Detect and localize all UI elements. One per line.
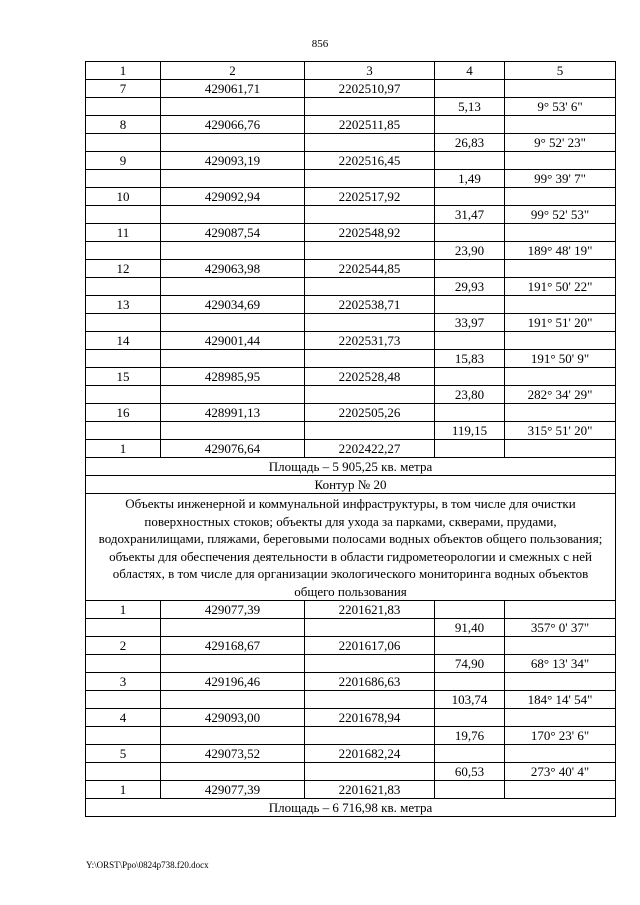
point-row: [86, 404, 616, 422]
point-number-cell: 1: [86, 440, 161, 458]
segment-row: [86, 619, 616, 637]
y-coordinate-cell: 2202531,73: [305, 332, 435, 350]
summary-row: [86, 476, 616, 494]
summary-text: Контур № 20: [86, 476, 616, 494]
bearing-cell: 68° 13' 34": [505, 655, 616, 673]
bearing-cell: [505, 188, 616, 206]
point-row: [86, 745, 616, 763]
file-path-footer: Y:\ORST\Ppo\0824p738.f20.docx: [86, 860, 209, 870]
y-coordinate-cell: [305, 206, 435, 224]
y-coordinate-cell: 2201621,83: [305, 601, 435, 619]
bearing-cell: [505, 781, 616, 799]
x-coordinate-cell: 429077,39: [161, 781, 305, 799]
distance-cell: [435, 260, 505, 278]
point-number-cell: [86, 727, 161, 745]
distance-cell: 19,76: [435, 727, 505, 745]
y-coordinate-cell: [305, 655, 435, 673]
y-coordinate-cell: 2202538,71: [305, 296, 435, 314]
distance-cell: [435, 116, 505, 134]
point-row: [86, 637, 616, 655]
bearing-cell: [505, 673, 616, 691]
y-coordinate-cell: 2202510,97: [305, 80, 435, 98]
x-coordinate-cell: 429093,00: [161, 709, 305, 727]
header-cell: 2: [161, 62, 305, 80]
y-coordinate-cell: 2201678,94: [305, 709, 435, 727]
distance-cell: [435, 745, 505, 763]
x-coordinate-cell: 428991,13: [161, 404, 305, 422]
y-coordinate-cell: 2202544,85: [305, 260, 435, 278]
segment-row: [86, 386, 616, 404]
bearing-cell: [505, 116, 616, 134]
x-coordinate-cell: [161, 170, 305, 188]
bearing-cell: 191° 50' 22": [505, 278, 616, 296]
segment-row: [86, 763, 616, 781]
y-coordinate-cell: 2202505,26: [305, 404, 435, 422]
bearing-cell: 315° 51' 20": [505, 422, 616, 440]
distance-cell: 74,90: [435, 655, 505, 673]
point-number-cell: [86, 422, 161, 440]
x-coordinate-cell: 429063,98: [161, 260, 305, 278]
bearing-cell: [505, 368, 616, 386]
point-number-cell: [86, 619, 161, 637]
x-coordinate-cell: [161, 386, 305, 404]
point-number-cell: 1: [86, 781, 161, 799]
bearing-cell: 191° 50' 9": [505, 350, 616, 368]
point-number-cell: 12: [86, 260, 161, 278]
point-row: [86, 116, 616, 134]
distance-cell: 15,83: [435, 350, 505, 368]
point-number-cell: 10: [86, 188, 161, 206]
x-coordinate-cell: [161, 278, 305, 296]
point-number-cell: [86, 278, 161, 296]
distance-cell: [435, 332, 505, 350]
point-row: [86, 709, 616, 727]
point-row: [86, 296, 616, 314]
bearing-cell: [505, 80, 616, 98]
point-number-cell: 11: [86, 224, 161, 242]
point-number-cell: [86, 134, 161, 152]
summary-row: [86, 799, 616, 817]
y-coordinate-cell: [305, 350, 435, 368]
point-number-cell: [86, 350, 161, 368]
x-coordinate-cell: [161, 619, 305, 637]
point-row: [86, 188, 616, 206]
x-coordinate-cell: 429092,94: [161, 188, 305, 206]
description-row: [86, 494, 616, 601]
point-number-cell: 16: [86, 404, 161, 422]
point-number-cell: 15: [86, 368, 161, 386]
bearing-cell: [505, 601, 616, 619]
distance-cell: [435, 673, 505, 691]
segment-row: [86, 134, 616, 152]
point-number-cell: [86, 691, 161, 709]
segment-row: [86, 206, 616, 224]
point-number-cell: [86, 242, 161, 260]
header-row: [86, 62, 616, 80]
x-coordinate-cell: [161, 655, 305, 673]
distance-cell: 60,53: [435, 763, 505, 781]
y-coordinate-cell: [305, 314, 435, 332]
bearing-cell: 273° 40' 4": [505, 763, 616, 781]
y-coordinate-cell: 2202528,48: [305, 368, 435, 386]
x-coordinate-cell: [161, 314, 305, 332]
x-coordinate-cell: [161, 691, 305, 709]
segment-row: [86, 98, 616, 116]
distance-cell: 31,47: [435, 206, 505, 224]
y-coordinate-cell: 2201617,06: [305, 637, 435, 655]
bearing-cell: 170° 23' 6": [505, 727, 616, 745]
point-number-cell: 14: [86, 332, 161, 350]
y-coordinate-cell: 2202422,27: [305, 440, 435, 458]
bearing-cell: 282° 34' 29": [505, 386, 616, 404]
point-number-cell: [86, 206, 161, 224]
point-number-cell: [86, 655, 161, 673]
y-coordinate-cell: [305, 170, 435, 188]
point-row: [86, 781, 616, 799]
point-number-cell: [86, 763, 161, 781]
y-coordinate-cell: [305, 422, 435, 440]
point-number-cell: [86, 386, 161, 404]
point-row: [86, 332, 616, 350]
distance-cell: 23,90: [435, 242, 505, 260]
page-number: 856: [311, 38, 329, 50]
point-row: [86, 601, 616, 619]
x-coordinate-cell: 429034,69: [161, 296, 305, 314]
distance-cell: [435, 152, 505, 170]
distance-cell: [435, 188, 505, 206]
y-coordinate-cell: [305, 242, 435, 260]
coordinates-table: [85, 61, 616, 817]
bearing-cell: [505, 404, 616, 422]
distance-cell: [435, 601, 505, 619]
x-coordinate-cell: 429077,39: [161, 601, 305, 619]
header-cell: 5: [505, 62, 616, 80]
x-coordinate-cell: [161, 727, 305, 745]
bearing-cell: 189° 48' 19": [505, 242, 616, 260]
bearing-cell: 99° 52' 53": [505, 206, 616, 224]
point-number-cell: 13: [86, 296, 161, 314]
distance-cell: [435, 709, 505, 727]
point-row: [86, 673, 616, 691]
distance-cell: 29,93: [435, 278, 505, 296]
distance-cell: [435, 440, 505, 458]
x-coordinate-cell: [161, 242, 305, 260]
x-coordinate-cell: 428985,95: [161, 368, 305, 386]
point-number-cell: 5: [86, 745, 161, 763]
y-coordinate-cell: 2201621,83: [305, 781, 435, 799]
point-number-cell: 2: [86, 637, 161, 655]
distance-cell: 5,13: [435, 98, 505, 116]
bearing-cell: [505, 745, 616, 763]
y-coordinate-cell: [305, 691, 435, 709]
x-coordinate-cell: [161, 134, 305, 152]
point-number-cell: 3: [86, 673, 161, 691]
segment-row: [86, 422, 616, 440]
segment-row: [86, 691, 616, 709]
x-coordinate-cell: [161, 206, 305, 224]
x-coordinate-cell: [161, 350, 305, 368]
y-coordinate-cell: 2202517,92: [305, 188, 435, 206]
bearing-cell: [505, 296, 616, 314]
point-row: [86, 152, 616, 170]
distance-cell: [435, 224, 505, 242]
x-coordinate-cell: 429087,54: [161, 224, 305, 242]
point-row: [86, 260, 616, 278]
point-number-cell: [86, 314, 161, 332]
y-coordinate-cell: 2202516,45: [305, 152, 435, 170]
point-row: [86, 224, 616, 242]
y-coordinate-cell: [305, 763, 435, 781]
y-coordinate-cell: [305, 134, 435, 152]
segment-row: [86, 242, 616, 260]
bearing-cell: [505, 224, 616, 242]
x-coordinate-cell: 429076,64: [161, 440, 305, 458]
point-number-cell: 8: [86, 116, 161, 134]
y-coordinate-cell: 2202548,92: [305, 224, 435, 242]
header-cell: 1: [86, 62, 161, 80]
point-number-cell: 4: [86, 709, 161, 727]
point-number-cell: 1: [86, 601, 161, 619]
point-number-cell: 9: [86, 152, 161, 170]
distance-cell: 91,40: [435, 619, 505, 637]
segment-row: [86, 314, 616, 332]
header-cell: 4: [435, 62, 505, 80]
point-number-cell: 7: [86, 80, 161, 98]
bearing-cell: 184° 14' 54": [505, 691, 616, 709]
segment-row: [86, 170, 616, 188]
point-number-cell: [86, 170, 161, 188]
bearing-cell: [505, 332, 616, 350]
header-cell: 3: [305, 62, 435, 80]
x-coordinate-cell: 429001,44: [161, 332, 305, 350]
point-row: [86, 368, 616, 386]
bearing-cell: 9° 52' 23": [505, 134, 616, 152]
y-coordinate-cell: 2201686,63: [305, 673, 435, 691]
bearing-cell: [505, 260, 616, 278]
distance-cell: 26,83: [435, 134, 505, 152]
segment-row: [86, 278, 616, 296]
bearing-cell: 191° 51' 20": [505, 314, 616, 332]
x-coordinate-cell: 429061,71: [161, 80, 305, 98]
summary-text: Площадь – 6 716,98 кв. метра: [86, 799, 616, 817]
y-coordinate-cell: [305, 278, 435, 296]
distance-cell: [435, 404, 505, 422]
bearing-cell: [505, 637, 616, 655]
distance-cell: 119,15: [435, 422, 505, 440]
segment-row: [86, 727, 616, 745]
segment-row: [86, 655, 616, 673]
y-coordinate-cell: [305, 619, 435, 637]
bearing-cell: [505, 709, 616, 727]
x-coordinate-cell: [161, 763, 305, 781]
point-number-cell: [86, 98, 161, 116]
distance-cell: 103,74: [435, 691, 505, 709]
x-coordinate-cell: [161, 98, 305, 116]
y-coordinate-cell: [305, 98, 435, 116]
y-coordinate-cell: 2202511,85: [305, 116, 435, 134]
y-coordinate-cell: [305, 386, 435, 404]
distance-cell: [435, 296, 505, 314]
x-coordinate-cell: [161, 422, 305, 440]
x-coordinate-cell: 429073,52: [161, 745, 305, 763]
x-coordinate-cell: 429066,76: [161, 116, 305, 134]
point-row: [86, 440, 616, 458]
segment-row: [86, 350, 616, 368]
distance-cell: [435, 80, 505, 98]
y-coordinate-cell: 2201682,24: [305, 745, 435, 763]
bearing-cell: 99° 39' 7": [505, 170, 616, 188]
y-coordinate-cell: [305, 727, 435, 745]
distance-cell: [435, 368, 505, 386]
distance-cell: 33,97: [435, 314, 505, 332]
summary-row: [86, 458, 616, 476]
x-coordinate-cell: 429168,67: [161, 637, 305, 655]
table-body: [86, 80, 616, 817]
x-coordinate-cell: 429196,46: [161, 673, 305, 691]
distance-cell: [435, 637, 505, 655]
bearing-cell: 9° 53' 6": [505, 98, 616, 116]
bearing-cell: 357° 0' 37": [505, 619, 616, 637]
distance-cell: [435, 781, 505, 799]
summary-text: Площадь – 5 905,25 кв. метра: [86, 458, 616, 476]
distance-cell: 1,49: [435, 170, 505, 188]
distance-cell: 23,80: [435, 386, 505, 404]
x-coordinate-cell: 429093,19: [161, 152, 305, 170]
point-row: [86, 80, 616, 98]
contour-description: Объекты инженерной и коммунальной инфраструктуры, в том числе для очистки поверхностных стоков; объекты для ухода за парками, скверами, прудами, водохранилищами, пляжами, береговыми полосами водных объектов общего пользования; объекты для обеспечения деятельности в области гидрометеорологии и смежных с ней областях, в том числе для организации экологического мониторинга водных объектов общего пользования: [86, 494, 616, 601]
bearing-cell: [505, 152, 616, 170]
bearing-cell: [505, 440, 616, 458]
